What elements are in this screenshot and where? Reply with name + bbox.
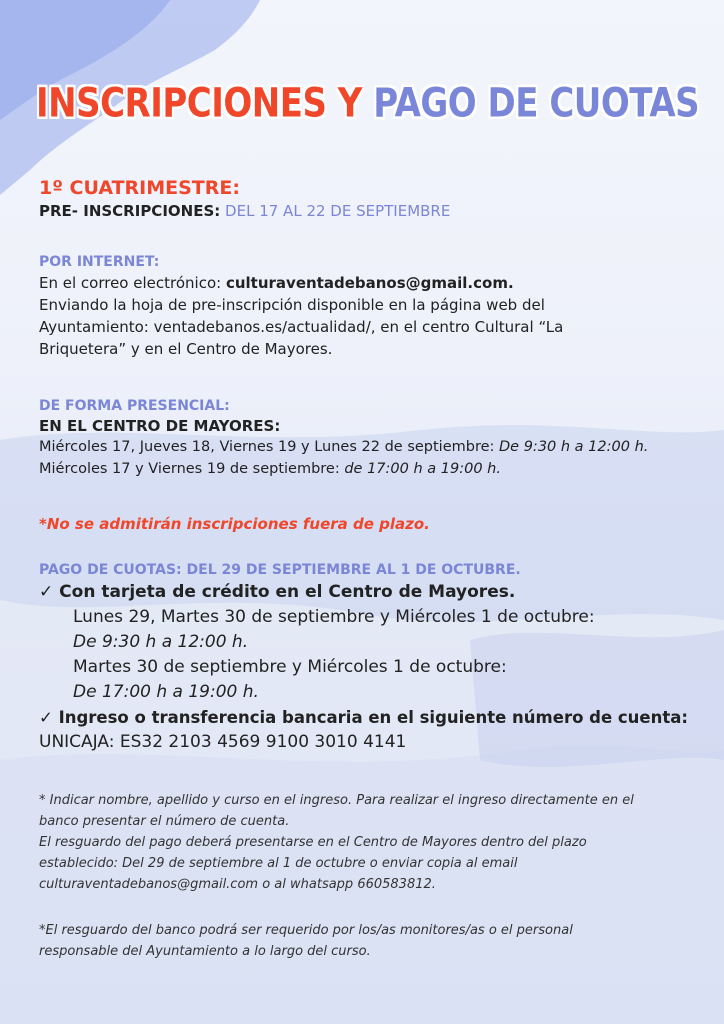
note-1-line-3: El resguardo del pago deberá presentarse en el Centro de Mayores dentro del plazo: [39, 835, 587, 850]
presencial-subheading: EN EL CENTRO DE MAYORES:: [39, 417, 281, 435]
internet-email-prefix: En el correo electrónico:: [39, 274, 222, 292]
cuatrimestre-heading: 1º CUATRIMESTRE:: [39, 177, 240, 199]
preinscripciones-label: PRE- INSCRIPCIONES:: [39, 202, 221, 220]
pago-option-1-line-1: Lunes 29, Martes 30 de septiembre y Miércoles 1 de octubre:: [73, 607, 595, 627]
pago-option-credit-card: ✓ Con tarjeta de crédito en el Centro de Mayores.: [39, 582, 516, 602]
deadline-warning: *No se admitirán inscripciones fuera de plazo.: [39, 515, 430, 533]
internet-email-line: [39, 272, 699, 294]
pago-option-1-line-2: Martes 30 de septiembre y Miércoles 1 de octubre:: [73, 657, 507, 677]
note-1-line-1: * Indicar nombre, apellido y curso en el ingreso. Para realizar el ingreso directamente en el: [39, 793, 634, 808]
note-2-line-1: *El resguardo del banco podrá ser requerido por los/as monitores/as o el personal: [39, 923, 573, 938]
pago-heading: PAGO DE CUOTAS: DEL 29 DE SEPTIEMBRE AL 1 DE OCTUBRE.: [39, 562, 521, 578]
title-part-1: INSCRIPCIONES Y: [36, 80, 362, 128]
pago-option-bank-transfer: ✓ Ingreso o transferencia bancaria en el siguiente número de cuenta:: [39, 708, 688, 727]
presencial-row-2-hours: de 17:00 h a 19:00 h.: [344, 461, 501, 477]
internet-heading: POR INTERNET:: [39, 254, 160, 270]
internet-line-2: Enviando la hoja de pre-inscripción disponible en la página web del: [39, 296, 545, 314]
title-part-2: PAGO DE CUOTAS: [373, 80, 700, 128]
internet-email[interactable]: culturaventadebanos@gmail.com.: [225, 274, 514, 292]
presencial-row-1-days: Miércoles 17, Jueves 18, Viernes 19 y Lunes 22 de septiembre:: [39, 439, 495, 455]
note-2-line-2: responsable del Ayuntamiento a lo largo del curso.: [39, 944, 371, 959]
note-1-line-5: culturaventadebanos@gmail.com o al whatsapp 660583812.: [39, 877, 436, 892]
note-1-line-4: establecido: Del 29 de septiembre al 1 de octubre o enviar copia al email: [39, 856, 518, 871]
internet-line-3: Ayuntamiento: ventadebanos.es/actualidad/, en el centro Cultural “La: [39, 318, 564, 336]
presencial-row-2-days: Miércoles 17 y Viernes 19 de septiembre:: [39, 461, 340, 477]
pago-option-1-hours-1: De 9:30 h a 12:00 h.: [73, 632, 249, 652]
preinscripciones-line: [39, 200, 699, 222]
internet-line-4: Briquetera” y en el Centro de Mayores.: [39, 340, 333, 358]
note-1-line-2: banco presentar el número de cuenta.: [39, 814, 290, 829]
bank-account-number: UNICAJA: ES32 2103 4569 9100 3010 4141: [39, 732, 407, 752]
presencial-row-2: [39, 458, 699, 480]
presencial-row-1-hours: De 9:30 h a 12:00 h.: [499, 439, 649, 455]
presencial-heading: DE FORMA PRESENCIAL:: [39, 398, 230, 414]
preinscripciones-dates: DEL 17 AL 22 DE SEPTIEMBRE: [225, 202, 451, 220]
presencial-row-1: [39, 436, 699, 458]
pago-option-1-hours-2: De 17:00 h a 19:00 h.: [73, 682, 259, 702]
page-title: [36, 80, 699, 127]
